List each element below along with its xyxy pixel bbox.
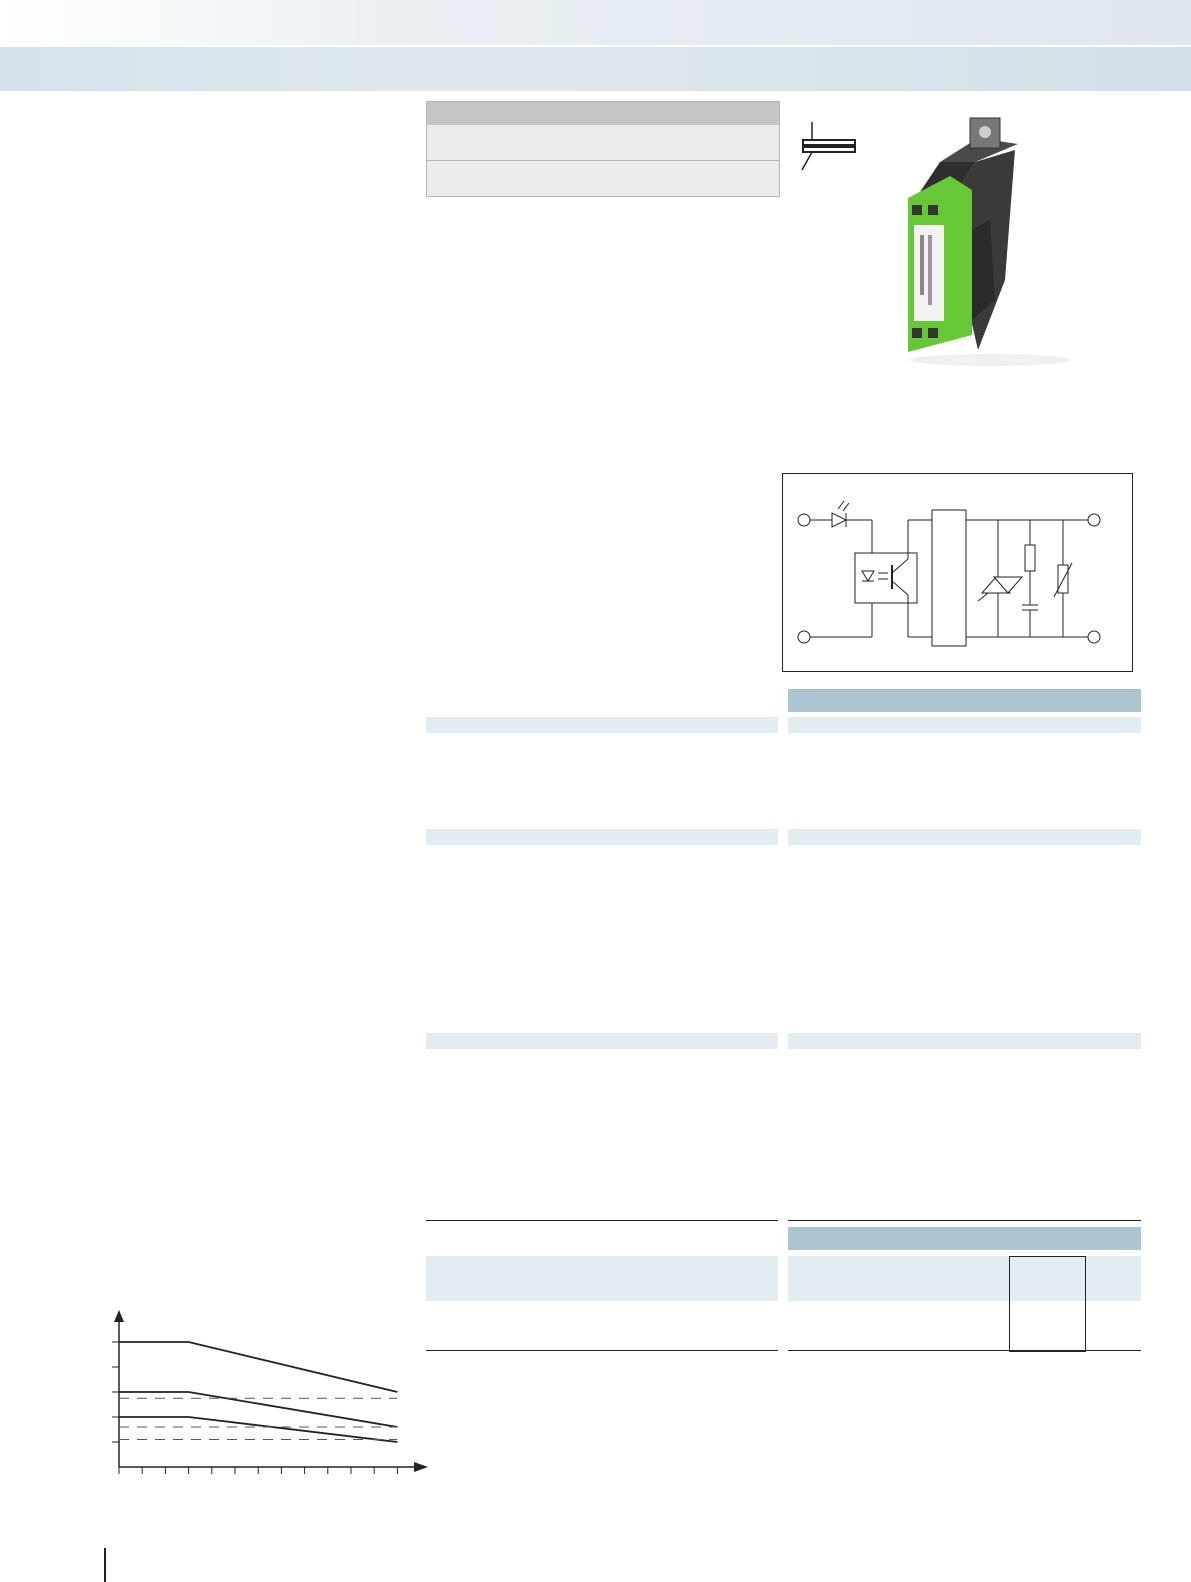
section-bar-right-3 (788, 1033, 1141, 1049)
derating-chart (100, 1310, 420, 1495)
ordering-table-separator (427, 160, 779, 161)
section-bar-left-3 (426, 1033, 778, 1049)
table-rule-left-bottom (426, 1350, 778, 1351)
table-rule-right-bottom (788, 1350, 1141, 1351)
table-row-right (788, 1256, 1141, 1301)
derating-curve-1 (119, 1342, 397, 1392)
y-axis-arrow (114, 1310, 124, 1322)
din-rail-mount-icon (800, 118, 870, 173)
table-rule-right-top (788, 1220, 1141, 1221)
section-bar-right-2 (788, 829, 1141, 845)
product-image (900, 110, 1080, 370)
ordering-table-header (427, 102, 779, 125)
table-row-left (426, 1256, 778, 1301)
derating-curve-2 (119, 1392, 397, 1427)
highlight-box (1009, 1256, 1086, 1352)
x-axis-arrow (414, 1462, 428, 1472)
header-band-bottom (0, 47, 1191, 91)
section-bar-right-1 (788, 717, 1141, 733)
technical-data-header-2 (788, 1227, 1141, 1250)
section-bar-left-2 (426, 829, 778, 845)
technical-data-header-1 (788, 689, 1141, 712)
page-margin-rule (104, 1548, 106, 1582)
section-bar-left-1 (426, 717, 778, 733)
ordering-table (426, 101, 780, 197)
circuit-diagram (782, 473, 1134, 673)
header-band-top (0, 0, 1191, 45)
table-rule-left-top (426, 1220, 778, 1221)
